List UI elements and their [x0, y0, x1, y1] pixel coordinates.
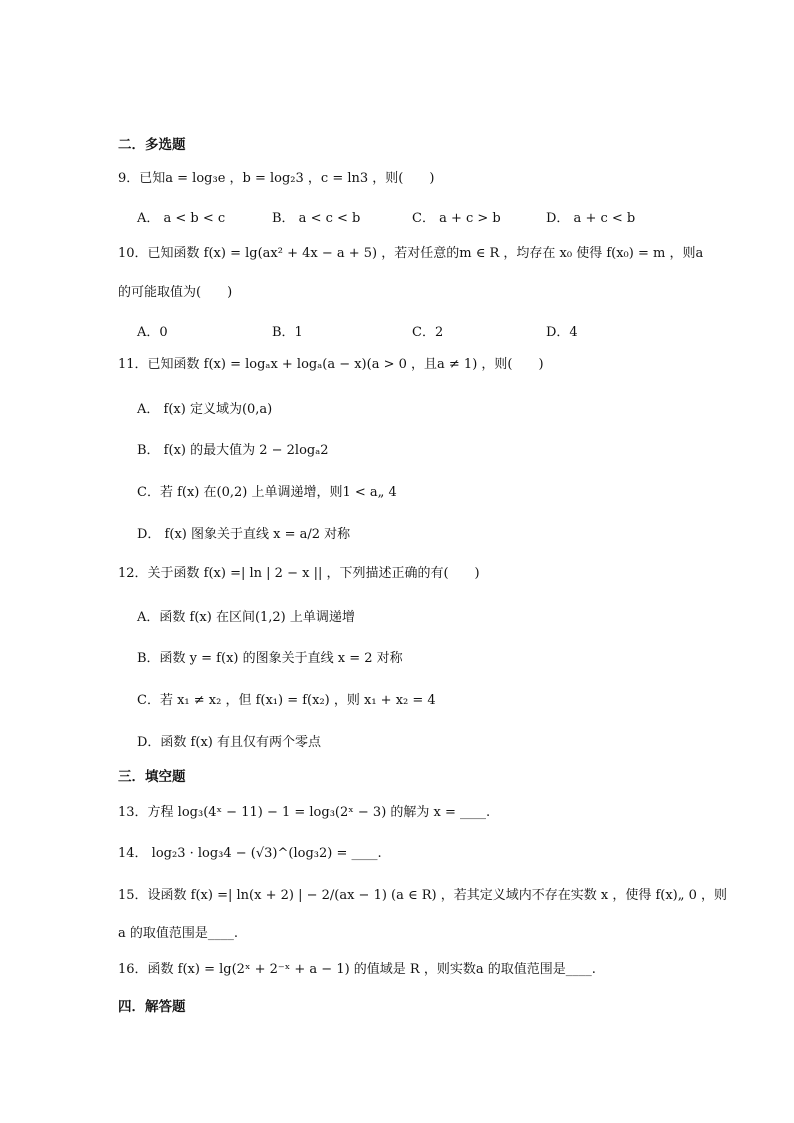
- question-14-stem: 14． log₂3 · log₃4 − (√3)^(log₃2) = ____.: [118, 846, 382, 861]
- question-12-option-b: B．函数 y = f(x) 的图象关于直线 x = 2 对称: [137, 651, 403, 666]
- question-9-stem: 9．已知a = log₃e ，b = log₂3 ，c = ln3 ，则( ): [118, 171, 435, 186]
- question-15-stem-continued: a 的取值范围是____.: [118, 926, 239, 941]
- question-9-option-a: A． a < b < c: [137, 211, 226, 226]
- question-11-option-c: C．若 f(x) 在(0,2) 上单调递增，则1 < a„ 4: [137, 485, 397, 500]
- question-11-stem: 11．已知函数 f(x) = logₐx + logₐ(a − x)(a > 0 ，且a ≠ 1) ，则( ): [118, 357, 544, 372]
- question-11-option-b: B． f(x) 的最大值为 2 − 2logₐ2: [137, 443, 329, 458]
- question-12-option-c: C．若 x₁ ≠ x₂ ，但 f(x₁) = f(x₂) ，则 x₁ + x₂ = 4: [137, 693, 436, 708]
- question-13-stem: 13．方程 log₃(4ˣ − 11) − 1 = log₃(2ˣ − 3) 的解为 x = ____.: [118, 805, 491, 820]
- question-10-stem: 10．已知函数 f(x) = lg(ax² + 4x − a + 5) ，若对任意的m ∈ R ，均存在 x₀ 使得 f(x₀) = m ，则a: [118, 246, 704, 261]
- question-12-option-a: A．函数 f(x) 在区间(1,2) 上单调递增: [137, 610, 355, 625]
- question-12-option-d: D．函数 f(x) 有且仅有两个零点: [137, 735, 321, 750]
- question-9-option-d: D． a + c < b: [546, 211, 636, 226]
- question-12-stem: 12．关于函数 f(x) =| ln | 2 − x || ，下列描述正确的有( ): [118, 566, 480, 581]
- question-10-option-d: D．4: [546, 325, 578, 340]
- section-heading-fill-in: 三．填空题: [118, 769, 186, 785]
- question-10-stem-continued: 的可能取值为( ): [118, 285, 233, 300]
- question-10-option-b: B．1: [272, 325, 303, 340]
- question-10-option-a: A．0: [137, 325, 168, 340]
- question-10-option-c: C．2: [412, 325, 444, 340]
- question-11-option-a: A． f(x) 定义域为(0,a): [137, 402, 273, 417]
- question-9-option-b: B． a < c < b: [272, 211, 361, 226]
- section-heading-multi-choice: 二．多选题: [118, 137, 186, 153]
- question-15-stem: 15．设函数 f(x) =| ln(x + 2) | − 2/(ax − 1) (a ∈ R) ，若其定义域内不存在实数 x ，使得 f(x)„ 0 ，则: [118, 888, 728, 903]
- section-heading-answer: 四．解答题: [118, 999, 186, 1015]
- question-11-option-d: D． f(x) 图象关于直线 x = a/2 对称: [137, 527, 351, 542]
- question-16-stem: 16．函数 f(x) = lg(2ˣ + 2⁻ˣ + a − 1) 的值域是 R ，则实数a 的取值范围是____.: [118, 962, 596, 977]
- question-9-option-c: C． a + c > b: [412, 211, 501, 226]
